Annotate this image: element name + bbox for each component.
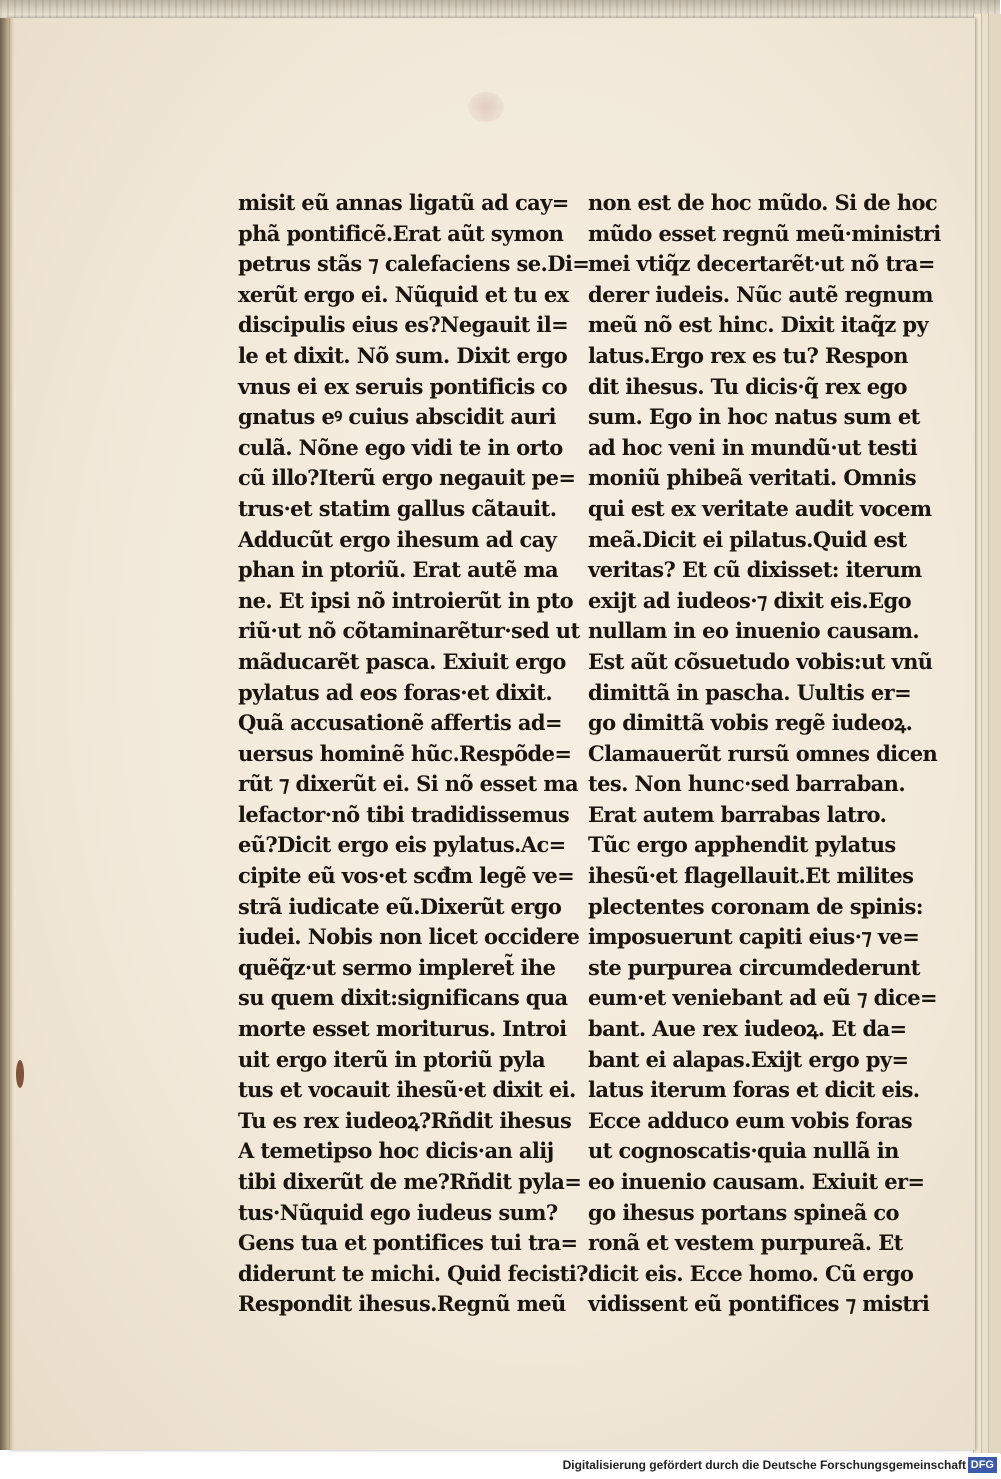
text-line: cipite eũ vos·et scđm legẽ ve= [238,863,575,889]
text-line: dimittã in pascha. Uultis er= [588,679,912,705]
text-line: tibi dixerũt de me?Rñdit pyla= [238,1169,582,1194]
text-line: exijt ad iudeos·⁊ dixit eis.Ego [588,587,911,613]
text-line: Tu es rex iudeoꝝ?Rñdit ihesus [238,1107,572,1133]
text-line: dicit eis. Ecce homo. Cũ ergo [588,1260,914,1286]
text-line: phã pontificẽ.Erat aũt symon [238,220,564,246]
text-line: vnus ei ex seruis pontificis co [238,373,568,399]
text-line: Adducũt ergo ihesum ad cay [238,526,557,552]
text-line: xerũt ergo ei. Nũquid et tu ex [238,281,569,307]
text-line: derer iudeis. Nũc autẽ regnum [588,281,933,307]
text-line: bant. Aue rex iudeoꝝ. Et da= [588,1016,907,1042]
funding-notice: Digitalisierung gefördert durch die Deutsche Forschungsgemeinschaft [562,1458,966,1472]
text-line: tus·Nũquid ego iudeus sum? [238,1199,558,1225]
text-line: uit ergo iterũ in ptoriũ pyla [238,1046,546,1072]
text-line: eũ?Dicit ergo eis pylatus.Ac= [238,832,566,858]
text-line: meã.Dicit ei pilatus.Quid est [588,526,907,552]
text-line: Est aũt cõsuetudo vobis:ut vnũ [588,648,933,674]
text-line: latus.Ergo rex es tu? Respon [588,342,908,368]
text-line: gnatus eꝰ cuius abscidit auri [238,404,556,430]
text-line: ut cognoscatis·quia nullã in [588,1138,899,1164]
text-line: plectentes coronam de spinis: [588,893,923,919]
text-line: mũdo esset regnũ meũ·ministri [588,220,941,246]
text-line: meũ nõ est hinc. Dixit itaq̃z py [588,312,929,338]
text-line: pylatus ad eos foras·et dixit. [238,679,553,705]
text-line: le et dixit. Nõ sum. Dixit ergo [238,342,568,368]
text-line: iudei. Nobis non licet occidere [238,924,580,950]
text-line: petrus stãs ⁊ calefaciens se.Di= [238,251,590,277]
text-line: riũ·ut nõ cõtaminarẽtur·sed ut [238,618,580,644]
text-line: ad hoc veni in mundũ·ut testi [588,434,918,460]
text-line: non est de hoc mũdo. Si de hoc [588,190,938,215]
page-edge-strip [988,14,1001,1454]
text-line: latus iterum foras et dicit eis. [588,1077,920,1103]
text-line: su quem dixit:significans qua [238,985,568,1011]
text-line: imposuerunt capiti eius·⁊ ve= [588,924,920,950]
text-column-right [588,188,941,1320]
text-line: A temetipso hoc dicis·an alij [238,1138,554,1164]
text-line: bant ei alapas.Exijt ergo py= [588,1046,909,1072]
text-line: trus·et statim gallus cãtauit. [238,495,557,521]
footer-bar [0,1453,1000,1479]
text-line: ronã et vestem purpureã. Et [588,1230,903,1256]
text-line: mãducarẽt pasca. Exiuit ergo [238,648,566,674]
text-line: sum. Ego in hoc natus sum et [588,404,920,430]
text-line: rũt ⁊ dixerũt ei. Si nõ esset ma [238,771,578,797]
text-line: Tũc ergo apphendit pylatus [588,832,896,858]
text-line: tes. Non hunc·sed barraban. [588,771,906,797]
text-line: Quã accusationẽ affertis ad= [238,710,562,736]
text-line: morte esset moriturus. Introi [238,1016,567,1042]
text-line: lefactor·nõ tibi tradidissemus [238,801,570,827]
text-line: Erat autem barrabas latro. [588,801,887,827]
text-line: eum·et veniebant ad eũ ⁊ dice= [588,985,937,1011]
text-line: cũ illo?Iterũ ergo negauit pe= [238,465,576,491]
dfg-logo-icon: DFG [968,1457,997,1473]
text-line: go ihesus portans spineã co [588,1199,899,1225]
text-line: phan in ptoriũ. Erat autẽ ma [238,557,558,583]
text-line: go dimittã vobis regẽ iudeoꝝ. [588,710,913,736]
text-line: moniũ phibeã veritati. Omnis [588,465,916,491]
text-line: Ecce adduco eum vobis foras [588,1107,913,1133]
text-line: vidissent eũ pontifices ⁊ mistri [588,1291,930,1317]
text-line: culã. Nõne ego vidi te in orto [238,434,563,460]
text-line: ihesũ·et flagellauit.Et milites [588,863,914,889]
text-line: misit eũ annas ligatũ ad cay= [238,190,569,215]
text-line: diderunt te michi. Quid fecisti? [238,1260,588,1286]
text-line: qui est ex veritate audit vocem [588,495,932,521]
text-line: dit ihesus. Tu dicis·q̃ rex ego [588,373,907,399]
text-line: uersus hominẽ hũc.Respõde= [238,740,572,766]
text-line: nullam in eo inuenio causam. [588,618,920,644]
text-line: discipulis eius es?Negauit il= [238,312,569,338]
page-stain [468,92,504,122]
text-line: Clamauerũt rursũ omnes dicen [588,740,938,766]
text-line: ste purpurea circumdederunt [588,954,920,980]
text-line: ne. Et ipsi nõ introierũt in pto [238,587,574,613]
text-line: veritas? Et cũ dixisset: iterum [588,557,922,583]
page-gutter-shadow [0,18,14,1450]
page-stain [16,1060,24,1088]
text-line: tus et vocauit ihesũ·et dixit ei. [238,1077,576,1103]
text-column-left [238,188,590,1320]
text-line: strã iudicate eũ.Dixerũt ergo [238,893,562,919]
text-line: mei vtiq̃z decertarẽt·ut nõ tra= [588,251,935,277]
text-line: Gens tua et pontifices tui tra= [238,1230,578,1256]
text-line: eo inuenio causam. Exiuit er= [588,1169,925,1194]
text-line: quẽq̃z·ut sermo impleret̃ ihe [238,954,556,980]
text-line: Respondit ihesus.Regnũ meũ [238,1291,566,1317]
